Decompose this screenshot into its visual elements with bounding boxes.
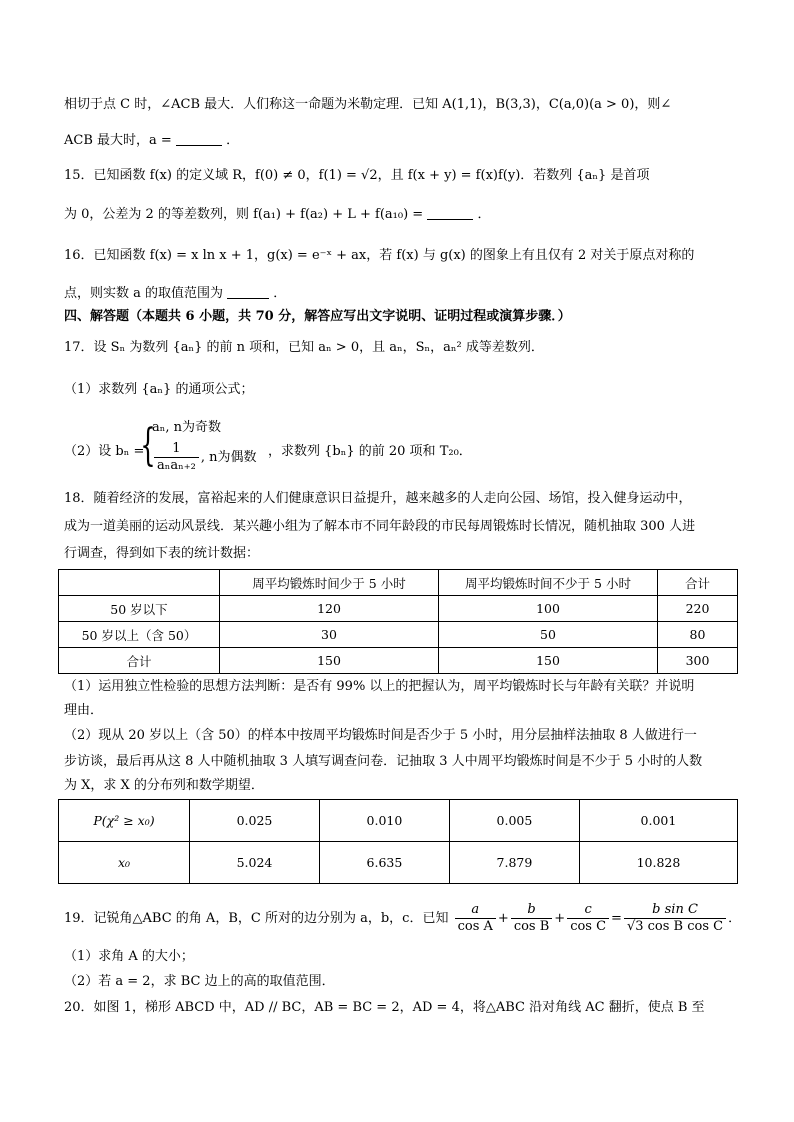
table-cell: 80 xyxy=(658,622,738,648)
p19-stem-end: ． xyxy=(728,911,742,926)
p15-line-2-end: ． xyxy=(477,207,491,222)
table-cell: 50 xyxy=(439,622,658,648)
answer-blank xyxy=(427,205,473,220)
p14-line-2-text: ACB 最大时，a = xyxy=(64,133,172,148)
p18-line-2: 成为一道美丽的运动风景线．某兴趣小组为了解本市不同年龄段的市民每周锻炼时长情况，随机抽取 300 人进 xyxy=(64,519,696,534)
table-cell: 50 岁以上（含 50） xyxy=(59,622,220,648)
table-cell: 150 xyxy=(220,648,439,674)
table-header-cell: 周平均锻炼时间不少于 5 小时 xyxy=(439,570,658,596)
p17-q2-lead: （2）设 bₙ = xyxy=(64,444,145,459)
fraction-numerator: b sin C xyxy=(624,902,726,919)
p16-line-1: 16．已知函数 f(x) = x ln x + 1，g(x) = e⁻ˣ + ax，若 f(x) 与 g(x) 的图象上有且仅有 2 对关于原点对称的 xyxy=(64,248,695,263)
table-row xyxy=(59,648,738,674)
p17-case-odd: aₙ, n为奇数 xyxy=(152,420,222,435)
p18-q2-line-2: 步访谈，最后再从这 8 人中随机抽取 3 人填写调查问卷．记抽取 3 人中周平均锻炼时间是不少于 5 小时的人数 xyxy=(64,754,703,769)
table-cell: 100 xyxy=(439,596,658,622)
p14-line-1: 相切于点 C 时，∠ACB 最大．人们称这一命题为米勒定理．已知 A(1,1)，B(3,3)，C(a,0)(a > 0)，则∠ xyxy=(64,97,672,112)
fraction-denominator: cos B xyxy=(513,919,550,934)
equals-sign: = xyxy=(611,911,622,926)
p16-line-2-text: 点，则实数 a 的取值范围为 xyxy=(64,286,224,301)
chi-square-table xyxy=(58,799,738,884)
fraction-denominator: √3 cos B cos C xyxy=(626,919,724,934)
table-cell: 0.005 xyxy=(449,800,579,842)
p18-q1-line-1: （1）运用独立性检验的思想方法判断：是否有 99% 以上的把握认为，周平均锻炼时长与年龄有关联？并说明 xyxy=(64,679,695,694)
table-header-cell: 合计 xyxy=(658,570,738,596)
p15-line-2-text: 为 0，公差为 2 的等差数列，则 f(a₁) + f(a₂) + L + f(a₁₀) = xyxy=(64,207,424,222)
p14-line-2 xyxy=(64,131,239,151)
piecewise-brace: { xyxy=(140,420,156,471)
table-cell: 0.001 xyxy=(579,800,737,842)
fraction-numerator: 1 xyxy=(154,441,199,458)
table-cell: 5.024 xyxy=(190,842,320,884)
fraction-numerator: b xyxy=(511,902,552,919)
table-cell: 合计 xyxy=(59,648,220,674)
p19-fraction xyxy=(624,902,726,935)
fraction-numerator: c xyxy=(567,902,609,919)
p19-q2: （2）若 a = 2，求 BC 边上的高的取值范围． xyxy=(64,974,335,989)
p20-line-1: 20．如图 1，梯形 ABCD 中，AD // BC，AB = BC = 2，AD = 4，将△ABC 沿对角线 AC 翻折，使点 B 至 xyxy=(64,1000,705,1015)
section-heading: 四、解答题（本题共 6 小题，共 70 分，解答应写出文字说明、证明过程或演算步骤．） xyxy=(64,309,571,324)
p18-q2-line-1: （2）现从 20 岁以上（含 50）的样本中按周平均锻炼时间是否少于 5 小时，用分层抽样法抽取 8 人做进行一 xyxy=(64,728,697,743)
p18-q1-line-2: 理由． xyxy=(64,703,104,718)
fraction-numerator: a xyxy=(455,902,496,919)
p19-stem xyxy=(64,901,741,937)
p19-stem-text: 19．记锐角△ABC 的角 A，B，C 所对的边分别为 a，b，c．已知 xyxy=(64,911,449,926)
table-cell: 120 xyxy=(220,596,439,622)
p17-stem: 17．设 Sₙ 为数列 {aₙ} 的前 n 项和，已知 aₙ > 0，且 aₙ，Sₙ，aₙ² 成等差数列． xyxy=(64,340,544,355)
table-cell: 300 xyxy=(658,648,738,674)
table-cell: 7.879 xyxy=(449,842,579,884)
table-header-cell xyxy=(59,570,220,596)
table-row xyxy=(59,842,738,884)
table-cell: 10.828 xyxy=(579,842,737,884)
p14-line-2-end: ． xyxy=(226,133,240,148)
p17-case-even xyxy=(152,441,256,474)
p19-q1: （1）求角 A 的大小； xyxy=(64,949,194,964)
p17-case-even-label: , n为偶数 xyxy=(200,450,257,465)
table-row xyxy=(59,800,738,842)
table-cell: 30 xyxy=(220,622,439,648)
survey-table xyxy=(58,569,738,674)
table-header-row xyxy=(59,570,738,596)
fraction-denominator: cos A xyxy=(457,919,493,934)
table-cell: 220 xyxy=(658,596,738,622)
p17-case-fraction xyxy=(154,441,199,474)
answer-blank xyxy=(227,284,269,299)
table-row-label: P(χ² ≥ x₀) xyxy=(59,800,190,842)
p19-fraction xyxy=(511,902,552,935)
p19-fraction xyxy=(455,902,496,935)
p16-line-2 xyxy=(64,284,286,304)
p17-q2-tail: ，求数列 {bₙ} 的前 20 项和 T₂₀． xyxy=(268,444,472,459)
table-row xyxy=(59,596,738,622)
table-cell: 0.010 xyxy=(319,800,449,842)
p17-q1: （1）求数列 {aₙ} 的通项公式； xyxy=(64,382,254,397)
p15-line-2 xyxy=(64,205,490,225)
table-cell: 0.025 xyxy=(190,800,320,842)
p18-q2-line-3: 为 X，求 X 的分布列和数学期望． xyxy=(64,778,264,793)
plus-sign: + xyxy=(497,911,509,926)
fraction-denominator: cos C xyxy=(570,919,607,934)
p19-fraction xyxy=(567,902,609,935)
table-cell: 50 岁以下 xyxy=(59,596,220,622)
plus-sign: + xyxy=(554,911,566,926)
p18-line-1: 18．随着经济的发展，富裕起来的人们健康意识日益提升，越来越多的人走向公园、场馆，投入健身运动中， xyxy=(64,491,692,506)
fraction-denominator: aₙaₙ₊₂ xyxy=(157,458,196,473)
p15-line-1: 15．已知函数 f(x) 的定义域 R，f(0) ≠ 0，f(1) = √2，且 f(x + y) = f(x)f(y)．若数列 {aₙ} 是首项 xyxy=(64,168,650,183)
table-header-cell: 周平均锻炼时间少于 5 小时 xyxy=(220,570,439,596)
p18-line-3: 行调查，得到如下表的统计数据： xyxy=(64,546,260,561)
table-cell: 150 xyxy=(439,648,658,674)
table-row xyxy=(59,622,738,648)
table-row-label: x₀ xyxy=(59,842,190,884)
p16-line-2-end: ． xyxy=(273,286,287,301)
table-cell: 6.635 xyxy=(319,842,449,884)
answer-blank xyxy=(176,131,222,146)
